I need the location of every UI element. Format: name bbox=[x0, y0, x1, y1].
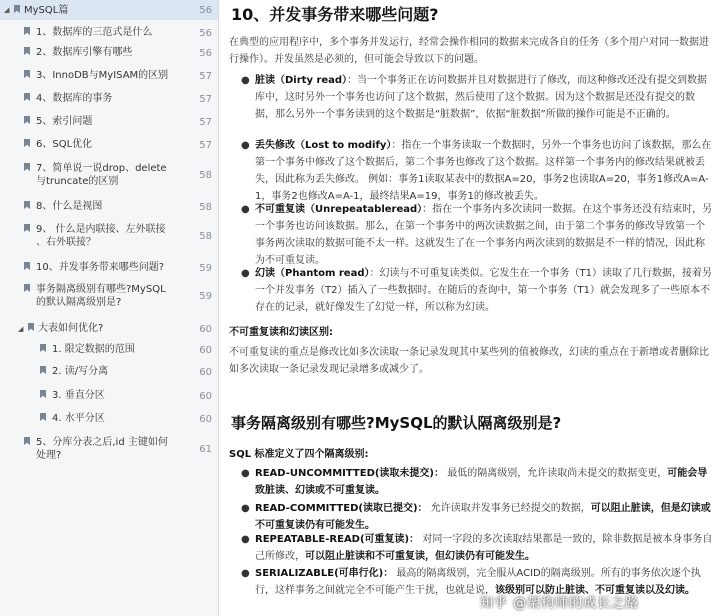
bookmark-icon bbox=[24, 224, 30, 232]
subhead-difference: 不可重复读和幻读区别: bbox=[229, 327, 333, 338]
bookmark-icon bbox=[24, 201, 30, 209]
sidebar-page-number: 57 bbox=[199, 140, 212, 151]
heading-concurrency-problems: 10、并发事务带来哪些问题? bbox=[231, 5, 439, 24]
sidebar-item-5[interactable] bbox=[0, 114, 218, 132]
sidebar-item-0[interactable] bbox=[0, 0, 218, 20]
sidebar-page-number: 60 bbox=[199, 391, 212, 402]
outline-sidebar bbox=[0, 0, 219, 616]
heading-isolation-levels: 事务隔离级别有哪些?MySQL的默认隔离级别是? bbox=[231, 414, 562, 432]
sidebar-item-label: 事务隔离级别有哪些?MySQL 的默认隔离级别是? bbox=[36, 284, 166, 308]
sidebar-page-number: 56 bbox=[199, 48, 212, 59]
sidebar-item-label: 4. 水平分区 bbox=[52, 413, 105, 424]
sidebar-item-label: 3、InnoDB与MyISAM的区别 bbox=[36, 70, 169, 81]
sidebar-page-number: 57 bbox=[199, 94, 212, 105]
level-repeatable-read: ● REPEATABLE-READ(可重复读)： 对同一字段的多次读取结果都是一致的，除非数据是被本身事务自己所修改，可以阻止脏读和不可重复读，但幻读仍有可能发生。 bbox=[241, 534, 713, 562]
bookmark-icon bbox=[24, 27, 30, 35]
sidebar-item-label: 9、 什么是内联接、左外联接 、右外联接？ bbox=[36, 224, 166, 248]
level-read-uncommitted: ● READ-UNCOMMITTED(读取未提交)： 最低的隔离级别，允许读取尚未提交的数据变更，可能会导致脏读、幻读或不可重复读。 bbox=[241, 468, 708, 496]
sidebar-page-number: 60 bbox=[199, 414, 212, 425]
sidebar-item-6[interactable] bbox=[0, 137, 218, 155]
sidebar-item-15[interactable] bbox=[0, 388, 218, 406]
sidebar-page-number: 58 bbox=[199, 231, 212, 242]
bookmark-icon bbox=[40, 344, 46, 352]
sidebar-item-label: 2. 读/写分离 bbox=[52, 366, 109, 377]
bookmark-icon bbox=[40, 413, 46, 421]
bullet-phantom-read: ● 幻读（Phantom read）：幻读与不可重复读类似。它发生在一个事务（T1）读取了几行数据，接着另一个并发事务（T2）插入了一些数据时。在随后的查询中，第一个事务（T1）就会发现多了一些原本不存在的记录，就好像发生了幻觉一样，所以称为幻读。 bbox=[241, 268, 712, 313]
sidebar-page-number: 56 bbox=[199, 5, 212, 16]
sidebar-page-number: 56 bbox=[199, 28, 212, 39]
sidebar-item-4[interactable] bbox=[0, 91, 218, 109]
sidebar-item-17[interactable] bbox=[0, 435, 218, 465]
bookmark-icon bbox=[14, 5, 20, 13]
sidebar-page-number: 57 bbox=[199, 117, 212, 128]
bookmark-icon bbox=[24, 47, 30, 55]
sidebar-item-label: MySQL篇 bbox=[24, 5, 69, 16]
expand-caret-icon[interactable]: ◢ bbox=[18, 325, 24, 333]
sidebar-page-number: 58 bbox=[199, 170, 212, 181]
bullet-lost-modify: ● 丢失修改（Lost to modify）：指在一个事务读取一个数据时，另外一个事务也访问了该数据，那么在第一个事务中修改了这个数据后，第二个事务也修改了这个数据。这样第一个事务内的修改结果就被丢失，因此称为丢失修改。 例如：事务1读取某表中的数据A=20，事务2也读取A=20，事务1修改A=A-1，事务2也修改A=A-1，最终结果A=19，事务1的修改被丢失。 bbox=[241, 140, 712, 202]
watermark: 知乎 @架构师的成长之路 bbox=[480, 596, 640, 611]
sidebar-page-number: 59 bbox=[199, 263, 212, 274]
sidebar-item-1[interactable] bbox=[0, 25, 218, 43]
sidebar-page-number: 57 bbox=[199, 71, 212, 82]
bookmark-icon bbox=[24, 262, 30, 270]
bookmark-icon bbox=[24, 70, 30, 78]
bookmark-icon bbox=[24, 437, 30, 445]
sidebar-page-number: 61 bbox=[199, 444, 212, 455]
difference-paragraph: 不可重复读的重点是修改比如多次读取一条记录发现其中某些列的值被修改，幻读的重点在于新增或者删除比如多次读取一条记录发现记录增多或减少了。 bbox=[229, 347, 709, 375]
sidebar-page-number: 59 bbox=[199, 291, 212, 302]
sidebar-item-label: 2、数据库引擎有哪些 bbox=[36, 47, 133, 58]
sidebar-page-number: 60 bbox=[199, 367, 212, 378]
sidebar-item-16[interactable] bbox=[0, 411, 218, 429]
sidebar-item-label: 8、什么是视图 bbox=[36, 201, 103, 212]
intro-paragraph: 在典型的应用程序中，多个事务并发运行，经常会操作相同的数据来完成各自的任务（多个用户对同一数据进行操作）。并发虽然是必须的，但可能会导致以下的问题。 bbox=[229, 37, 709, 65]
subhead-four-levels: SQL 标准定义了四个隔离级别: bbox=[229, 449, 369, 460]
sidebar-page-number: 60 bbox=[199, 345, 212, 356]
sidebar-item-label: 5、索引问题 bbox=[36, 116, 93, 127]
bookmark-icon bbox=[24, 284, 30, 292]
bookmark-icon bbox=[40, 390, 46, 398]
sidebar-item-label: 10、并发事务带来哪些问题? bbox=[36, 262, 165, 273]
sidebar-item-10[interactable] bbox=[0, 260, 218, 278]
sidebar-item-11[interactable] bbox=[0, 282, 218, 312]
sidebar-item-2[interactable] bbox=[0, 45, 218, 63]
sidebar-item-label: 大表如何优化? bbox=[38, 323, 104, 334]
expand-caret-icon[interactable]: ◢ bbox=[4, 6, 10, 14]
sidebar-page-number: 58 bbox=[199, 202, 212, 213]
bookmark-icon bbox=[40, 366, 46, 374]
sidebar-item-12[interactable] bbox=[0, 321, 218, 339]
sidebar-item-label: 5、分库分表之后,id 主键如何 处理? bbox=[36, 437, 168, 461]
bullet-unrepeatable-read: ● 不可重复读（Unrepeatableread）：指在一个事务内多次读同一数据。在这个事务还没有结束时，另一个事务也访问该数据。那么，在第一个事务中的两次读数据之间，由于第二个事务的修改导致第一个事务两次读取的数据可能不太一样。这就发生了在一个事务内两次读到的数据是不一样的情况，因此称为不可重复读。 bbox=[241, 204, 713, 266]
sidebar-page-number: 60 bbox=[199, 324, 212, 335]
sidebar-item-9[interactable] bbox=[0, 222, 218, 252]
sidebar-item-13[interactable] bbox=[0, 342, 218, 360]
document-content bbox=[219, 0, 720, 616]
bookmark-icon bbox=[24, 139, 30, 147]
sidebar-item-8[interactable] bbox=[0, 199, 218, 217]
bookmark-icon bbox=[28, 323, 34, 331]
sidebar-item-label: 1、数据库的三范式是什么 bbox=[36, 27, 153, 38]
sidebar-item-label: 7、简单说一说drop、delete 与truncate的区别 bbox=[36, 163, 167, 187]
sidebar-item-label: 3. 垂直分区 bbox=[52, 390, 105, 401]
sidebar-item-3[interactable] bbox=[0, 68, 218, 86]
sidebar-item-label: 4、数据库的事务 bbox=[36, 93, 113, 104]
bookmark-icon bbox=[24, 93, 30, 101]
level-serializable: ● SERIALIZABLE(可串行化)： 最高的隔离级别，完全服从ACID的隔离级别。所有的事务依次逐个执行，这样事务之间就完全不可能产生干扰，也就是说，该级别可以防止脏读、不可重复读以及幻读。 bbox=[241, 568, 701, 596]
sidebar-item-7[interactable] bbox=[0, 161, 218, 191]
bookmark-icon bbox=[24, 116, 30, 124]
sidebar-item-label: 6、SQL优化 bbox=[36, 139, 93, 150]
bookmark-icon bbox=[24, 163, 30, 171]
level-read-committed: ● READ-COMMITTED(读取已提交)： 允许读取并发事务已经提交的数据，可以阻止脏读，但是幻读或不可重复读仍有可能发生。 bbox=[241, 503, 711, 531]
sidebar-item-14[interactable] bbox=[0, 364, 218, 382]
sidebar-item-label: 1. 限定数据的范围 bbox=[52, 344, 135, 355]
bullet-dirty-read: ● 脏读（Dirty read）：当一个事务正在访问数据并且对数据进行了修改，而这种修改还没有提交到数据库中，这时另外一个事务也访问了这个数据，然后使用了这个数据。因为这个数据是还没有提交的数据，那么另外一个事务读到的这个数据是“脏数据”，依据“脏数据”所做的操作可能是不正确的。 bbox=[241, 75, 708, 120]
